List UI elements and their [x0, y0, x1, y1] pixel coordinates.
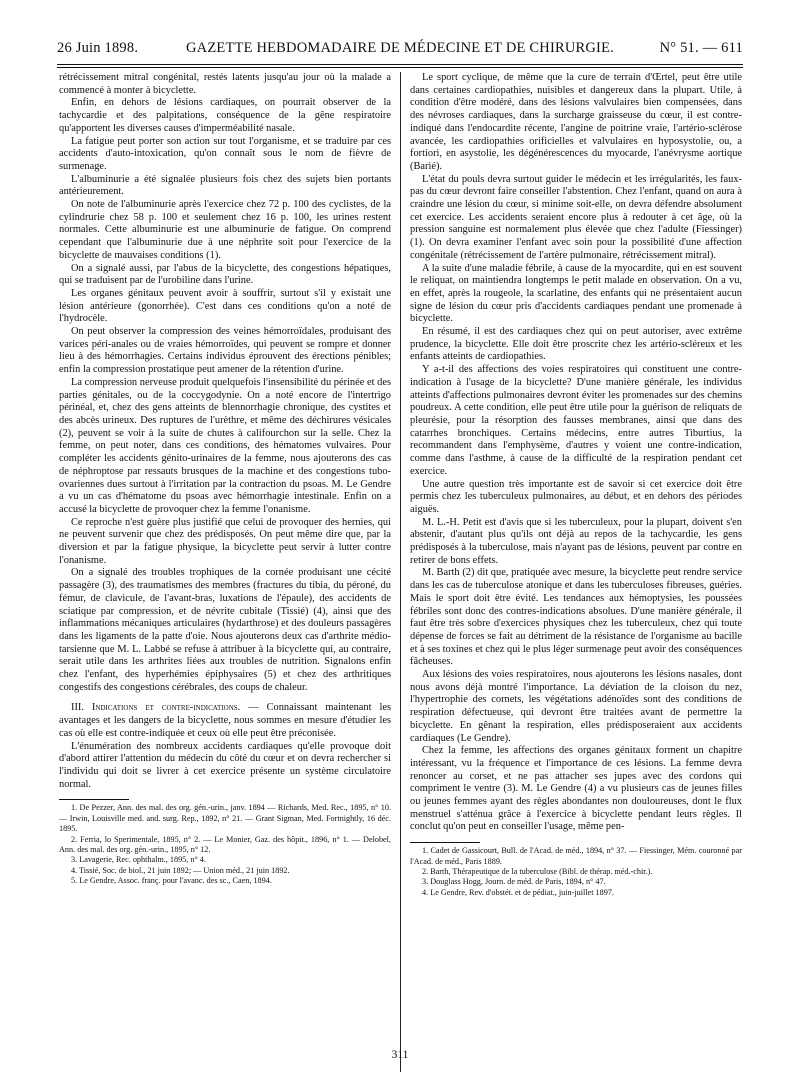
paragraph: On a signalé aussi, par l'abus de la bicyclette, des congestions hépatiques, qui se traduisent par de l'urobiline dans l'urine. [59, 262, 391, 287]
footnote: 2. Ferria, lo Sperimentale, 1895, n° 2. — Le Monier, Gaz. des hôpit., 1896, n° 1. — Delobel, Ann. des mal. des org. gén.-urin., 1895, n° 12. [59, 834, 391, 854]
left-column [59, 72, 391, 887]
footnote: 2. Barth, Thérapeutique de la tuberculose (Bibl. de thérap. méd.-chir.). [422, 867, 653, 876]
footnote: 4. Tissié, Soc. de biol., 21 juin 1892; — Union méd., 21 juin 1892. [71, 865, 290, 875]
paragraph: Ce reproche n'est guère plus justifié que celui de provoquer des hernies, qui ne peuvent survenir que chez des prédisposés. On peut même dire que, par la diversion et par la fatigue physique, la bicyclette peut servir à lutter contre l'onanisme. [59, 516, 391, 566]
paragraph: A la suite d'une maladie fébrile, à cause de la myocardite, qui en est souvent le reliquat, on maintiendra longtemps le petit malade en observation. On a vu, en effet, après la rougeole, la scarlatine, des enfants qui ne présentaient aucun signe de lésion du cœur pris d'accidents cardiaques pendant une promenade à bicyclette. [410, 262, 742, 325]
header-rule-thick [57, 64, 743, 65]
column-divider [400, 72, 401, 1072]
paragraph: M. Barth (2) dit que, pratiquée avec mesure, la bicyclette peut rendre service dans les cas de tuberculose atonique et dans les tuberculoses fibreuses, guéries. Mais le sport doit être évité. Les tendances aux hémoptysies, les poussées fébriles sont donc des contres-indications absolues. D'une manière générale, il faut être très sobre d'exercices physiques chez les tuberculeux, chez qui toute dépense de forces se fait au détriment de la résistance de l'organisme au bacille et à ses toxines et chez qui le plus léger surmenage peut avoir des conséquences fâcheuses. [410, 567, 742, 668]
paragraph: Y a-t-il des affections des voies respiratoires qui constituent une contre-indication à l'usage de la bicyclette? D'une manière générale, les individus atteints d'affections pulmonaires devront éviter les promenades sur des chemins poudreux. A cette condition, elle peut être utile pour la guérison de reliquats de pleurésie, pour la résorption des fausses membranes, ainsi que dans des catarrhes bronchiques. Certains médecins, entre autres Tiburtius, la recommandent dans l'emphysème, d'autres y voient une contre-indication, comme dans l'asthme, à cause de la difficulté de la respiration pendant cet exercice. [410, 364, 742, 477]
footnote: 3. Douglass Hogg, Journ. de méd. de Paris, 1894, n° 47. [422, 877, 606, 887]
footnote: 4. Le Gendre, Rev. d'obstét. et de pédiat., juin-juillet 1897. [422, 887, 614, 897]
section-text: — Connaissant maintenant les avantages et les dangers de la bicyclette, nous sommes en mesure d'étudier les cas où elle est contre-indiquée et ceux où elle peut être préconisée. [59, 702, 391, 739]
paragraph: Le sport cyclique, de même que la cure de terrain d'Œrtel, peut être utile dans certaines cardiopathies, nuisibles et dangereux dans la plupart. Utile, à condition d'être modéré, dans des lésions valvulaires bien compensées, dans des névroses cardiaques, dans la surcharge graisseuse du cœur, il est contre-indiqué dans l'endocardite récente, l'angine de poitrine vraie, l'artério-sclérose avancée, les cardiopathies orificielles et valvulaires en hyposystolie, ou, a fortiori, en asystolie, les dégénérescences du myocarde, l'anévrysme aortique (Barié). [410, 72, 742, 172]
paragraph: On a signalé des troubles trophiques de la cornée produisant une cécité passagère (3), des traumatismes des membres (fractures du tibia, du péroné, du fémur, de clavicule, de l'avant-bras, luxations de l'épaule), des accidents de sciatique par compression, et de névrite cubitale (Tissié) (4), ainsi que des inflammations mécaniques articulaires (hydarthrose) et des douleurs passagères dans les ligaments de la patte d'oie. Nous ajouterons deux cas d'arthrite médio-tarsienne que M. L. Labbé se refuse à attribuer à la bicyclette qui, au contraire, serait utile dans les arthrites liées aux troubles de nutrition. Signalons enfin chez l'enfant, des hyperhémies épiphysaires (5) et chez des arthritiques congestifs des congestions cérébrales, des coups de chaleur. [59, 567, 391, 693]
paragraph: L'état du pouls devra surtout guider le médecin et les irrégularités, les faux-pas du cœur devront faire conseiller l'abstention. Chez l'enfant, quand on aura à craindre une lésion du cœur, si minime soit-elle, on devra défendre absolument cet exercice. Les accidents seraient encore plus à redouter à cet âge, où la pression sanguine est normalement plus élevée que chez l'adulte (Fiessinger) (1). On devra examiner l'enfant avec soin pour la possibilité d'une affection congénitale (rétrécissement de l'artère pulmonaire, rétrécissement mitral). [410, 173, 742, 261]
paragraph: On note de l'albuminurie après l'exercice chez 72 p. 100 des cyclistes, de la cylindrurie chez 58 p. 100 et seulement chez 16 p. 100, les urines restent normales. Cette albuminurie est une albuminurie de fatigue. On comprend cependant que l'albuminurie due à une néphrite soit pour l'exercice de la bicyclette de mauvaises conditions (1). [59, 199, 391, 261]
right-column [410, 72, 742, 898]
footnote: 1. De Pezzer, Ann. des mal. des org. gén.-urin., janv. 1894 — Richards, Med. Rec., 1895, n° 10. — Irwin, Louisville med. and. surg. Rep., 1892, n° 21. — Grant Sigman, Med. Fortnightly, 16 déc. 1895. [59, 803, 391, 834]
section-paragraph [59, 702, 391, 740]
paragraph: M. L.-H. Petit est d'avis que si les tuberculeux, pour la plupart, doivent s'en abstenir, d'autant plus qu'ils ont déjà au repos de la tachycardie, les gens prédisposés à la tuberculose, mais n'ayant pas de lésions, peuvent par contre en retirer de bons effets. [410, 516, 742, 566]
paragraph: rétrécissement mitral congénital, restés latents jusqu'au jour où la malade a commencé à monter à bicyclette. [59, 72, 391, 96]
section-heading: III. Indications et contre-indications. [71, 702, 241, 714]
paragraph: La fatigue peut porter son action sur tout l'organisme, et se traduire par ces accidents d'auto-intoxication, qu'on connaît sous le nom de fièvre de surmenage. [59, 135, 391, 172]
issue-number-page: N° 51. — 611 [659, 40, 743, 56]
footnote-rule [59, 799, 129, 800]
paragraph: Les organes génitaux peuvent avoir à souffrir, surtout s'il y existait une lésion antérieure (gonorrhée). C'est dans ces conditions qu'on a noté de l'hydrocèle. [59, 287, 391, 325]
journal-title: GAZETTE HEBDOMADAIRE DE MÉDECINE ET DE CHIRURGIE. [186, 40, 614, 56]
paragraph: L'énumération des nombreux accidents cardiaques qu'elle provoque doit d'abord attirer l'attention du médecin du côté du cœur et on devra rechercher si l'individu qui doit se livrer à cet exercice présente un système circulatoire normal. [59, 740, 391, 790]
header-rule-thin [57, 67, 743, 68]
paragraph: Une autre question très importante est de savoir si cet exercice doit être permis chez les tuberculeux pulmonaires, au début, et en dehors des périodes aiguës. [410, 478, 742, 515]
paragraph: Enfin, en dehors de lésions cardiaques, on pourrait observer de la tachycardie et des palpitations, conséquence de la gêne respiratoire qu'apportent les diverses causes d'imperméabilité nasale. [59, 97, 391, 134]
running-header [57, 40, 743, 62]
paragraph: On peut observer la compression des veines hémorroïdales, produisant des varices péri-anales ou de vraies hémorroïdes, qui peuvent se rompre et donner lieu à des hémorrhagies. Certains individus éprouvent des érections pénibles; enfin la compression prostatique peut amener de la rétention d'urine. [59, 326, 391, 376]
footnote-rule [410, 842, 480, 843]
footnote: 5. Le Gendre, Assoc. franç. pour l'avanc. des sc., Caen, 1894. [71, 876, 272, 886]
issue-date: 26 Juin 1898. [57, 40, 139, 56]
footnote: 1. Cadet de Gassicourt, Bull. de l'Acad. de méd., 1894, n° 37. — Fiessinger, Mém. couronné par l'Acad. de méd., Paris 1889. [410, 846, 742, 866]
paragraph: L'albuminurie a été signalée plusieurs fois chez des sujets bien portants antérieurement. [59, 173, 391, 198]
paragraph: Chez la femme, les affections des organes génitaux forment un chapitre intéressant, vu la fréquence et l'importance de ces lésions. La femme devra renoncer au corset, et ne pas attacher ses jupes avec des cordons qui compriment le ventre (3). M. Le Gendre (4) a vu plusieurs cas de jeunes filles ou jeunes femmes ayant des règles abondantes non douloureuses, dont le flux menstruel s'atténua grâce à l'exercice à bicyclette pendant leurs règles. Il conclut qu'on peut en conseiller l'usage, même pen- [410, 745, 742, 833]
paragraph: La compression nerveuse produit quelquefois l'insensibilité du périnée et des parties génitales, ou de la coccygodynie. On a noté encore de l'intertrigo périnéal, et, chez des gens atteints de blennorrhagie chronique, des cystites et des abcès urineux. Des ruptures de l'urèthre, et même des déchirures vésicales (2), peuvent se voir à la suite de chutes à califourchon sur la selle. Chez la femme, on peut noter, dans ces conditions, des hématomes vulvaires. Pour compléter les accidents génito-urinaires de la femme, nous ajouterons des cas de néphroptose par ressauts brusques de la machine et des congestions tubo-ovariennes dues surtout à l'irritation par la contraction du psoas. M. Le Gendre a vu un cas d'hématome du psoas avec hémorrhagie intestinale. Enfin on a accusé la bicyclette de provoquer chez la femme l'onanisme. [59, 376, 391, 515]
paragraph: En résumé, il est des cardiaques chez qui on peut autoriser, avec extrême prudence, la bicyclette. Elle doit être proscrite chez les artério-scléreux et les enfants atteints de cardiopathies. [410, 326, 742, 363]
paragraph: Aux lésions des voies respiratoires, nous ajouterons les lésions nasales, dont nous avons déjà montré l'importance. La déviation de la cloison du nez, l'hypertrophie des cornets, les végétations adénoïdes sont des conditions de respiration défectueuse, qui devront être traitées avant de permettre la bicyclette. En gênant la respiration, elles prédisposeraient aux accidents cardiaques (Le Gendre). [410, 669, 742, 744]
footnote: 3. Lavagerie, Rec. ophthalm., 1895, n° 4. [71, 855, 206, 865]
folio-number: 311 [391, 1049, 409, 1061]
